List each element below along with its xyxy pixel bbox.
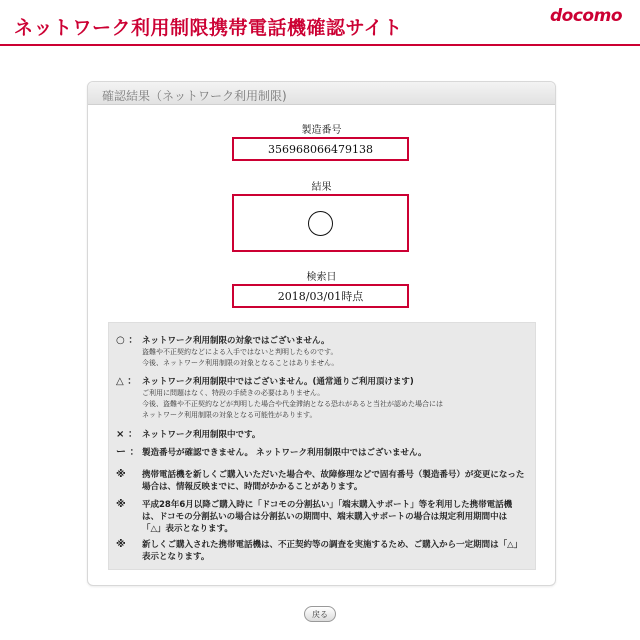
search-date-box (232, 284, 409, 308)
serial-label: 製造番号 (301, 125, 342, 136)
legend-text: 携帯電話機を新しくご購入いただいた場合や、故障修理などで固有番号（製造番号）が変更になった場合は、情報反映までに、時間がかかることがあります。 (142, 470, 525, 492)
legend-text: ネットワーク利用制限中ではございません。(通常通りご利用頂けます) (142, 377, 414, 387)
result-circle-icon (308, 211, 333, 236)
legend-text: ネットワーク利用制限中です。 (142, 430, 261, 440)
panel-header (88, 82, 555, 105)
dash-mark: ー ： (116, 447, 140, 458)
docomo-logo: docomo (550, 6, 622, 26)
serial-number-value: 356968066479138 (268, 142, 373, 156)
search-date-value: 2018/03/01時点 (277, 290, 364, 303)
legend-note: 今後、盗難や不正契約などが判明した場合や代金滞納となる恐れがあると当社が認めた場合には (142, 400, 443, 408)
legend-text: 新しくご購入された携帯電話機は、不正契約等の調査を実施するため、ご購入から一定期間は「△」表示となります。 (142, 540, 523, 562)
back-button[interactable]: 戻る (304, 606, 336, 622)
legend-box (108, 322, 536, 570)
result-label: 結果 (311, 182, 332, 193)
site-header (0, 0, 640, 44)
legend-note: 盗難や不正契約などによる入手ではないと判明したものです。 (142, 348, 338, 356)
result-box (232, 194, 409, 252)
panel-title: 確認結果（ネットワーク利用制限) (102, 89, 287, 103)
note-mark: ※ (116, 539, 126, 550)
note-mark: ※ (116, 469, 126, 480)
search-date-label: 検索日 (306, 272, 337, 283)
note-mark: ※ (116, 499, 126, 510)
result-panel (87, 81, 556, 586)
legend-text: 製造番号が確認できません。 ネットワーク利用制限中ではございません。 (142, 448, 427, 458)
legend-note: ご利用に問題はなく、特段の手続きの必要はありません。 (142, 389, 325, 397)
triangle-mark: △ ： (116, 376, 138, 387)
legend-text: ネットワーク利用制限の対象ではございません。 (142, 336, 330, 346)
circle-mark: ○ ： (116, 335, 139, 346)
legend-text: 平成28年6月以降ご購入時に「ドコモの分割払い」「端末購入サポート」等を利用した携帯電話機は、ドコモの分割払いの場合は分割払いの期間中、端末購入サポートの場合は規定利用期間中は「△」表示となります。 (142, 500, 513, 534)
legend-note: 今後、ネットワーク利用制限の対象となることはありません。 (142, 359, 339, 367)
site-title: ネットワーク利用制限携帯電話機確認サイト (14, 17, 403, 39)
cross-mark: × ： (116, 429, 138, 440)
header-divider (0, 44, 640, 46)
legend-note: ネットワーク利用制限の対象となる可能性があります。 (142, 411, 317, 419)
serial-number-box (232, 137, 409, 161)
